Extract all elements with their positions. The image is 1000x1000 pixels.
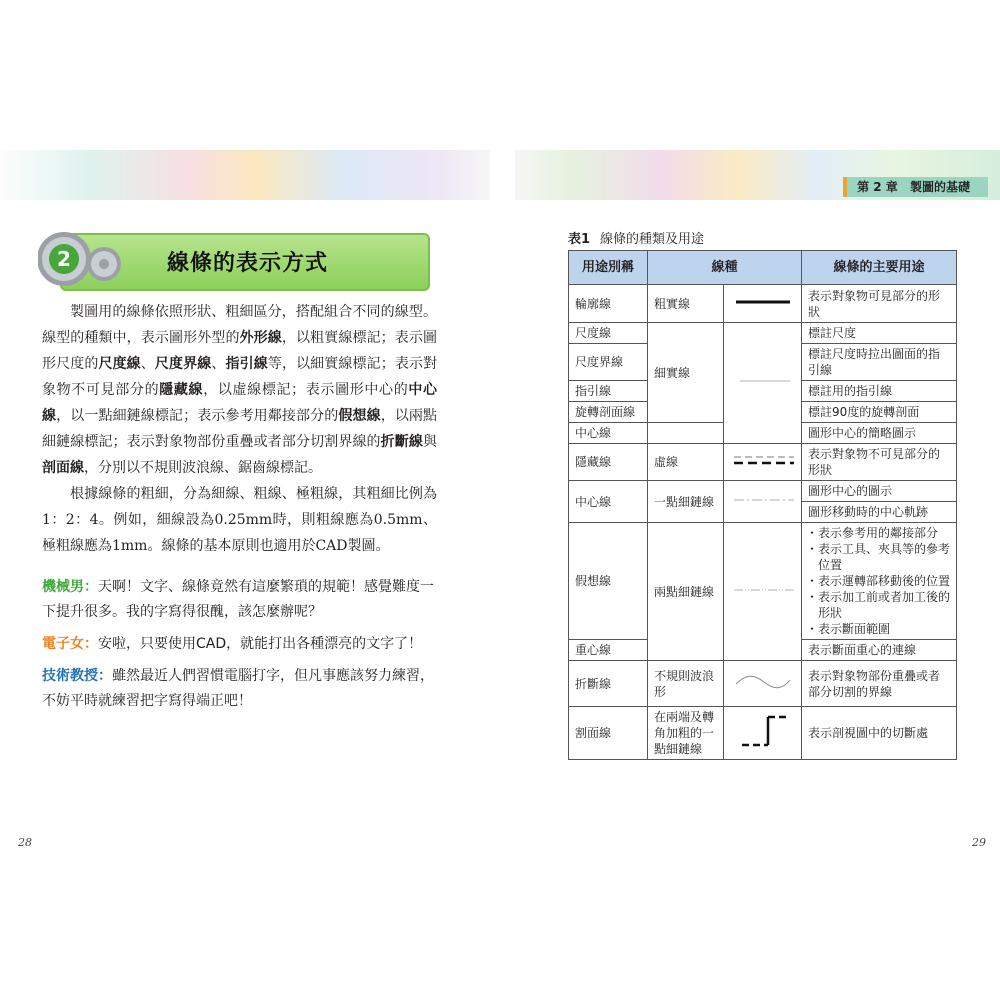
- speaker-name: 技術教授：: [42, 668, 112, 684]
- use-cell: 圖形移動時的中心軌跡: [802, 502, 957, 523]
- name-cell: 尺度界線: [569, 344, 648, 381]
- use-bullet: ・ 表示加工前或者加工後的形狀: [818, 589, 950, 621]
- double-chain-line-sample: [724, 523, 802, 661]
- header-cell: 線條的主要用途: [802, 251, 957, 285]
- text-run: ，分別以不規則波浪線、鋸齒線標記。: [84, 460, 322, 476]
- gear-icon: [38, 226, 128, 292]
- bold-term: 中心線: [42, 382, 438, 424]
- name-cell: 隱藏線: [569, 444, 648, 481]
- table-row: [569, 661, 957, 707]
- name-cell: 指引線: [569, 381, 648, 402]
- page-number-left: 28: [18, 836, 32, 849]
- name-cell: 折斷線: [569, 661, 648, 707]
- table-row: [569, 481, 957, 502]
- text-run: 等，以細實線標記；表示對象物不可見部分的: [42, 356, 438, 398]
- wave-line-sample: [724, 661, 802, 707]
- header-cell: 用途別稱: [569, 251, 648, 285]
- dialog-text: 雖然最近人們習慣電腦打字，但凡事應該努力練習，不妨平時就練習把字寫得端正吧！: [42, 668, 434, 709]
- text-run: 與: [423, 434, 438, 450]
- dialog-2: [42, 632, 437, 657]
- header-cell: 線種: [648, 251, 802, 285]
- use-cell: 表示對象物不可見部分的形狀: [802, 444, 957, 481]
- use-bullet-list: [808, 525, 950, 637]
- type-cell: 細實線: [648, 323, 724, 423]
- chain-line-sample: [724, 481, 802, 523]
- dialog-1: [42, 575, 437, 625]
- dialog-text: 天啊！文字、線條竟然有這麼繁瑣的規範！感覺難度一下提升很多。我的字寫得很醜，該怎麼辦呢？: [42, 579, 434, 620]
- bold-term: 尺度界線: [154, 356, 212, 372]
- use-bullet: ・ 表示斷面範圍: [818, 621, 950, 637]
- text-run: ，以虛線標記；表示圖形中心的: [203, 382, 409, 398]
- type-cell: 不規則波浪形: [648, 661, 724, 707]
- text-run: ，以一點細鏈線標記；表示參考用鄰接部分的: [56, 408, 339, 424]
- use-cell: 表示剖視圖中的切斷處: [802, 707, 957, 760]
- use-bullet: ・ 表示運轉部移動後的位置: [818, 573, 950, 589]
- header-banner-left: [0, 150, 490, 200]
- use-cell: 標註90度的旋轉剖面: [802, 402, 957, 423]
- bold-term: 外形線: [239, 330, 282, 346]
- paragraph-1: [42, 299, 437, 481]
- type-cell: 在兩端及轉角加粗的一點細鏈線: [648, 707, 724, 760]
- type-cell: 虛線: [648, 444, 724, 481]
- speaker-name: 機械男：: [42, 579, 98, 595]
- body-text: [42, 299, 437, 559]
- bold-term: 折斷線: [380, 434, 424, 450]
- name-cell: 中心線: [569, 423, 648, 444]
- dashed-line-sample: [724, 444, 802, 481]
- use-cell: 圖形中心的簡略圖示: [802, 423, 957, 444]
- type-cell: 粗實線: [648, 285, 724, 323]
- chapter-tag: [843, 177, 988, 197]
- table-header-row: [569, 251, 957, 285]
- text-run: ，以兩點細鏈線標記；表示對象物部份重疊或者部分切割界線的: [42, 408, 438, 450]
- text-run: 、: [211, 356, 226, 372]
- text-run: 製圖用的線條依照形狀、粗細區分，搭配組合不同的線型。線型的種類中，表示圖形外型的: [42, 304, 437, 346]
- bold-term: 剖面線: [42, 460, 84, 476]
- name-cell: 假想線: [569, 523, 648, 640]
- text-run: ，以粗實線標記；表示圖形尺度的: [42, 330, 438, 372]
- use-cell: 圖形中心的圖示: [802, 481, 957, 502]
- table-title: 線條的種類及用途: [600, 232, 705, 247]
- use-cell: 標註用的指引線: [802, 381, 957, 402]
- name-cell: 尺度線: [569, 323, 648, 344]
- page-number-right: 29: [972, 836, 986, 849]
- name-cell: 中心線: [569, 481, 648, 523]
- dialog-3: [42, 664, 437, 714]
- thick-solid-line-sample: [724, 285, 802, 323]
- bold-term: 尺度線: [98, 356, 141, 372]
- bold-term: 假想線: [338, 408, 381, 424]
- line-types-table: [568, 250, 957, 760]
- text-run: 、: [140, 356, 155, 372]
- bold-term: 指引線: [225, 356, 268, 372]
- thin-solid-line-sample: [724, 323, 802, 444]
- section-title: 線條的表示方式: [167, 251, 329, 276]
- chapter-number: 第 2 章: [857, 180, 898, 194]
- type-cell: 一點細鏈線: [648, 481, 724, 523]
- section-number: 2: [57, 247, 71, 271]
- name-cell: 重心線: [569, 640, 648, 661]
- table-row: [569, 285, 957, 323]
- bold-term: 隱藏線: [159, 382, 204, 398]
- table-row: [569, 323, 957, 344]
- use-cell: 表示斷面重心的連線: [802, 640, 957, 661]
- name-cell: 旋轉剖面線: [569, 402, 648, 423]
- use-cell: 表示對象物可見部分的形狀: [802, 285, 957, 323]
- use-cell: 標註尺度: [802, 323, 957, 344]
- use-cell: 標註尺度時拉出圖面的指引線: [802, 344, 957, 381]
- type-cell-empty: [648, 423, 724, 444]
- use-bullet: ・ 表示參考用的鄰接部分: [818, 525, 950, 541]
- name-cell: 輪廓線: [569, 285, 648, 323]
- paragraph-2: 根據線條的粗細，分為細線、粗線、極粗線，其粗細比例為1：2：4。例如，細線設為0.25mm時，則粗線應為0.5mm、極粗線應為1mm。線條的基本原則也適用於CAD製圖。: [42, 486, 437, 554]
- dialog-text: 安啦，只要使用CAD，就能打出各種漂亮的文字了！: [98, 636, 423, 652]
- use-cell: 表示對象物部份重疊或者部分切割的界線: [802, 661, 957, 707]
- table-row: [569, 523, 957, 640]
- table-caption: [568, 228, 704, 247]
- cutting-plane-line-sample: [724, 707, 802, 760]
- type-cell: 兩點細鏈線: [648, 523, 724, 661]
- table-row: [569, 444, 957, 481]
- chapter-title: 製圖的基礎: [909, 180, 970, 194]
- name-cell: 割面線: [569, 707, 648, 760]
- table-label: 表1: [568, 232, 591, 247]
- use-bullet: ・ 表示工具、夾具等的參考位置: [818, 541, 950, 573]
- use-cell: [802, 523, 957, 640]
- speaker-name: 電子女：: [42, 636, 98, 652]
- table-row: [569, 707, 957, 760]
